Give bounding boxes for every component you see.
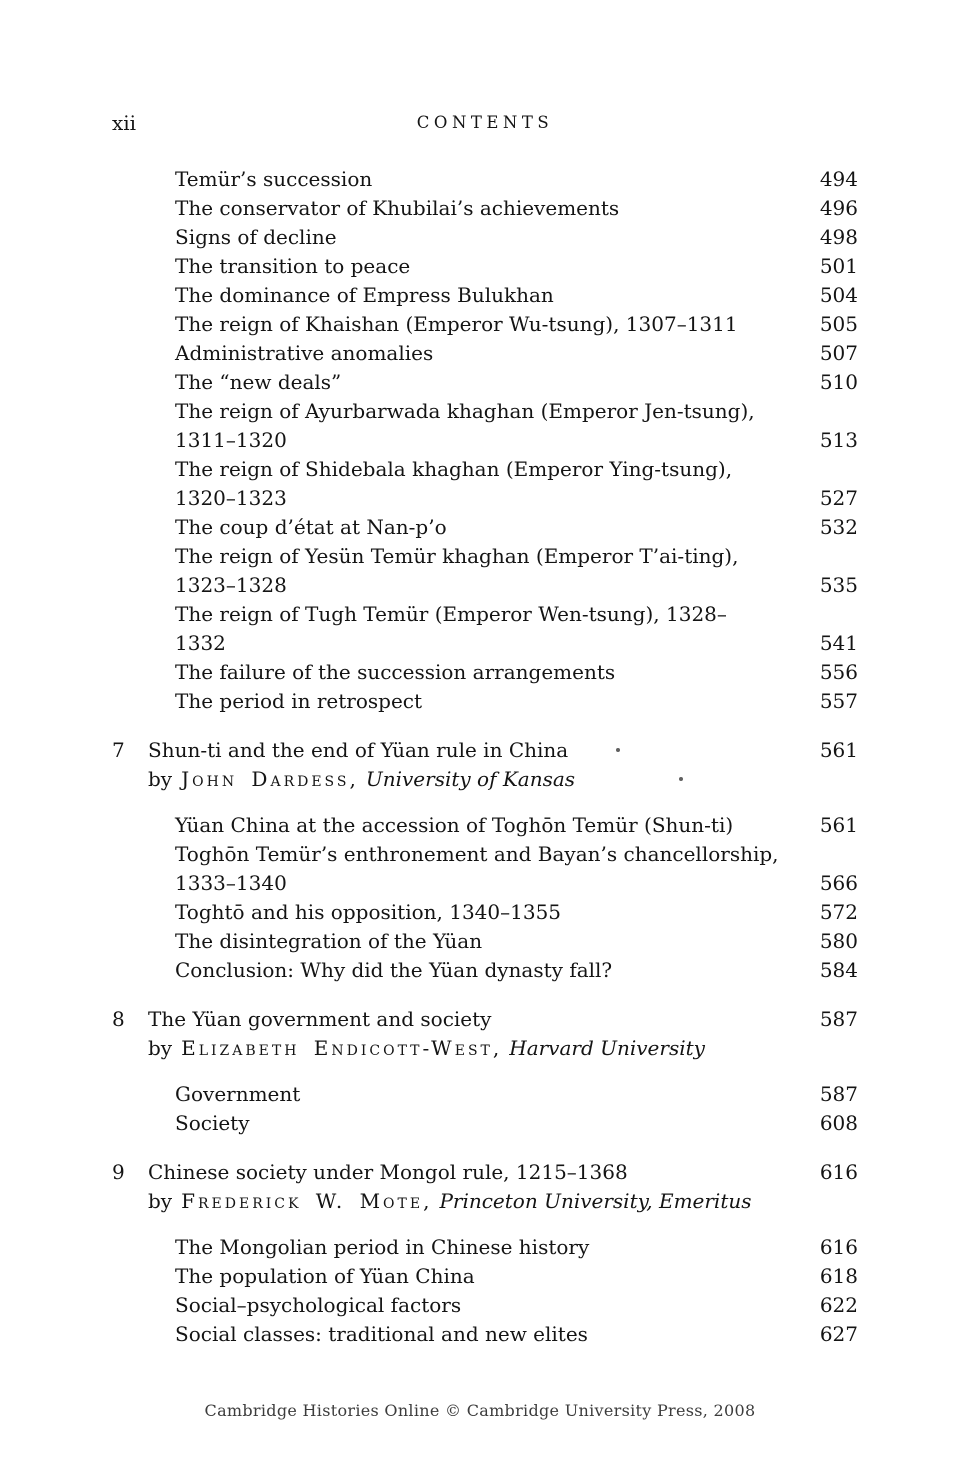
chapter-entries	[112, 811, 858, 985]
chapter-number: 8	[112, 1007, 125, 1031]
chapter-heading	[112, 1158, 858, 1187]
toc-entry-line	[112, 1320, 858, 1349]
toc-entry-line	[112, 339, 858, 368]
toc-entry-line	[112, 811, 858, 840]
toc-entry-line	[112, 1262, 858, 1291]
toc-entry-line	[112, 368, 858, 397]
entry-title: 1311–1320	[175, 428, 287, 452]
toc-entry-line	[112, 1109, 858, 1138]
toc-entry-line	[112, 600, 858, 629]
entry-title: The dominance of Empress Bulukhan	[175, 283, 554, 307]
chapter-entries	[112, 1080, 858, 1138]
entry-title: 1332	[175, 631, 226, 655]
chapter-page-number: 561	[819, 738, 858, 762]
chapter-entries	[112, 1233, 858, 1349]
toc-entry-line	[112, 629, 858, 658]
entry-page-number: 587	[819, 1082, 858, 1106]
entry-page-number: 496	[819, 196, 858, 220]
entry-title: The Mongolian period in Chinese history	[175, 1235, 590, 1259]
continued-entries	[112, 165, 858, 716]
entry-title: 1320–1323	[175, 486, 287, 510]
toc-entry-line	[112, 869, 858, 898]
entry-title: The coup d’état at Nan-p’o	[175, 515, 447, 539]
entry-title: Society	[175, 1111, 250, 1135]
toc-entry-line	[112, 165, 858, 194]
entry-title: The failure of the succession arrangements	[175, 660, 616, 684]
entry-page-number: 561	[819, 813, 858, 837]
toc-entry-line	[112, 455, 858, 484]
entry-page-number: 505	[819, 312, 858, 336]
toc-entry-line	[112, 513, 858, 542]
entry-title: The reign of Tugh Temür (Emperor Wen-tsung), 1328–	[175, 602, 727, 626]
toc-entry-line	[112, 223, 858, 252]
entry-page-number: 556	[819, 660, 858, 684]
entry-title: Toghōn Temür’s enthronement and Bayan’s chancellorship,	[175, 842, 779, 866]
author-affiliation: Princeton University, Emeritus	[439, 1189, 752, 1213]
toc-entry-line	[112, 281, 858, 310]
entry-title: The reign of Khaishan (Emperor Wu-tsung), 1307–1311	[175, 312, 738, 336]
chapter-number: 7	[112, 738, 125, 762]
toc-entry-line	[112, 1080, 858, 1109]
entry-title: The reign of Yesün Temür khaghan (Emperor T’ai-ting),	[175, 544, 739, 568]
chapter-byline	[112, 765, 858, 794]
toc-entry-line	[112, 426, 858, 455]
entry-page-number: 504	[819, 283, 858, 307]
entry-page-number: 494	[819, 167, 858, 191]
entry-title: Administrative anomalies	[175, 341, 434, 365]
entry-title: 1323–1328	[175, 573, 287, 597]
entry-title: The disintegration of the Yüan	[175, 929, 483, 953]
scan-artifact-dot	[616, 748, 620, 752]
entry-title: The conservator of Khubilai’s achievements	[175, 196, 620, 220]
entry-title: Conclusion: Why did the Yüan dynasty fall?	[175, 958, 613, 982]
byline-by: by	[148, 1036, 173, 1060]
toc-entry-line	[112, 956, 858, 985]
chapter-block	[112, 1158, 858, 1349]
entry-page-number: 627	[819, 1322, 858, 1346]
running-head: CONTENTS	[416, 113, 554, 132]
entry-title: Temür’s succession	[175, 167, 373, 191]
toc-entry-line	[112, 840, 858, 869]
chapter-title: Shun-ti and the end of Yüan rule in China	[148, 738, 569, 762]
footer-credit: Cambridge Histories Online © Cambridge University Press, 2008	[204, 1401, 756, 1420]
entry-page-number: 557	[819, 689, 858, 713]
entry-title: The population of Yüan China	[175, 1264, 475, 1288]
entry-title: The reign of Shidebala khaghan (Emperor Ying-tsung),	[175, 457, 733, 481]
byline-by: by	[148, 767, 173, 791]
entry-title: The period in retrospect	[175, 689, 423, 713]
page-header	[112, 110, 858, 137]
entry-page-number: 501	[819, 254, 858, 278]
chapter-page-number: 587	[819, 1007, 858, 1031]
entry-title: Government	[175, 1082, 301, 1106]
toc-entry-line	[112, 194, 858, 223]
byline-text	[112, 765, 858, 794]
toc-entry-line	[112, 658, 858, 687]
byline-text	[112, 1187, 858, 1216]
chapter-page-number: 616	[819, 1160, 858, 1184]
entry-title: Signs of decline	[175, 225, 337, 249]
toc-entry-line	[112, 1233, 858, 1262]
entry-page-number: 535	[819, 573, 858, 597]
entry-page-number: 622	[819, 1293, 858, 1317]
entry-title: Social–psychological factors	[175, 1293, 462, 1317]
entry-title: The transition to peace	[175, 254, 411, 278]
entry-title: Toghtō and his opposition, 1340–1355	[175, 900, 562, 924]
entry-title: The reign of Ayurbarwada khaghan (Emperor Jen-tsung),	[175, 399, 755, 423]
entry-page-number: 510	[819, 370, 858, 394]
entry-title: The “new deals”	[175, 370, 342, 394]
author-name: Frederick W. Mote,	[181, 1189, 433, 1213]
folio-page-number: xii	[112, 111, 137, 135]
entry-page-number: 513	[819, 428, 858, 452]
page-content	[112, 110, 858, 1349]
entry-page-number: 566	[819, 871, 858, 895]
toc-entry-line	[112, 484, 858, 513]
entry-page-number: 498	[819, 225, 858, 249]
entry-page-number: 507	[819, 341, 858, 365]
chapter-byline	[112, 1034, 858, 1063]
entry-title: 1333–1340	[175, 871, 287, 895]
chapter-byline	[112, 1187, 858, 1216]
byline-text	[112, 1034, 858, 1063]
byline-by: by	[148, 1189, 173, 1213]
entry-title: Social classes: traditional and new elites	[175, 1322, 588, 1346]
toc-entry-line	[112, 927, 858, 956]
entry-page-number: 527	[819, 486, 858, 510]
toc-entry-line	[112, 1291, 858, 1320]
entry-title: Yüan China at the accession of Toghōn Temür (Shun-ti)	[175, 813, 734, 837]
scan-artifact-dot	[679, 777, 683, 781]
toc-entry-line	[112, 252, 858, 281]
author-name: John Dardess,	[181, 767, 359, 791]
toc-entry-line	[112, 397, 858, 426]
chapter-number: 9	[112, 1160, 125, 1184]
toc-entry-line	[112, 687, 858, 716]
entry-page-number: 608	[819, 1111, 858, 1135]
entry-page-number: 580	[819, 929, 858, 953]
toc-entry-line	[112, 310, 858, 339]
toc-entry-line	[112, 542, 858, 571]
chapter-block	[112, 736, 858, 985]
chapter-title: The Yüan government and society	[148, 1007, 492, 1031]
entry-page-number: 541	[819, 631, 858, 655]
toc-entry-line	[112, 571, 858, 600]
entry-page-number: 572	[819, 900, 858, 924]
table-of-contents	[112, 165, 858, 1349]
author-affiliation: Harvard University	[509, 1036, 705, 1060]
entry-page-number: 618	[819, 1264, 858, 1288]
author-name: Elizabeth Endicott-West,	[181, 1036, 503, 1060]
toc-entry-line	[112, 898, 858, 927]
chapter-title: Chinese society under Mongol rule, 1215–1368	[148, 1160, 628, 1184]
entry-page-number: 616	[819, 1235, 858, 1259]
chapter-block	[112, 1005, 858, 1138]
entry-page-number: 584	[819, 958, 858, 982]
chapter-heading	[112, 1005, 858, 1034]
chapter-heading	[112, 736, 858, 765]
author-affiliation: University of Kansas	[365, 767, 576, 791]
entry-page-number: 532	[819, 515, 858, 539]
